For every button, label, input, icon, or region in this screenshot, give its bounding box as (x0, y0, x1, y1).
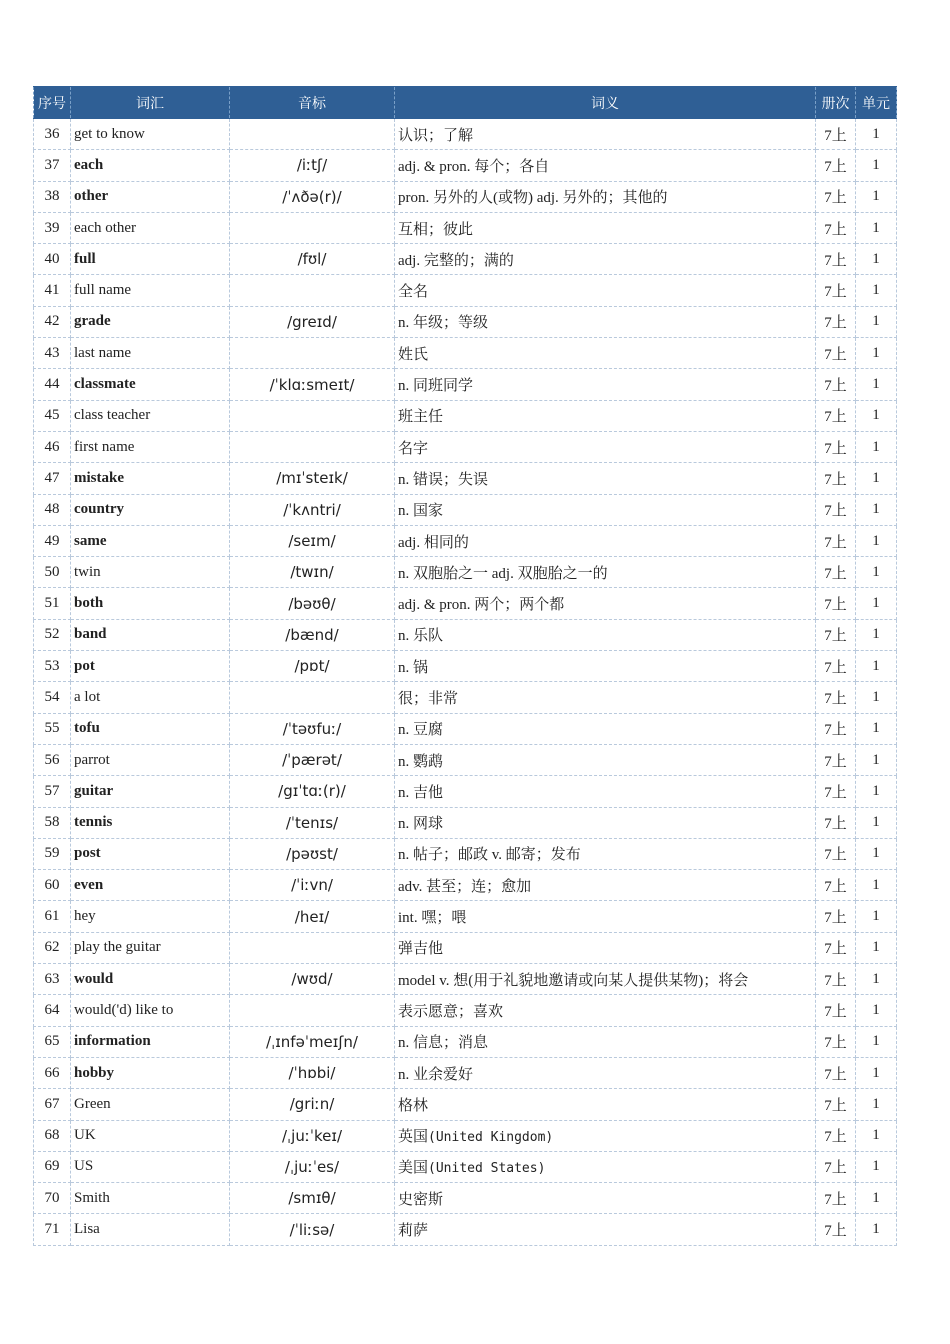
row-book: 7上 (816, 1026, 856, 1057)
row-unit: 1 (856, 275, 897, 306)
row-phonetic: /ˈkʌntri/ (230, 494, 395, 525)
row-phonetic (230, 400, 395, 431)
row-book: 7上 (816, 807, 856, 838)
row-book: 7上 (816, 181, 856, 212)
row-phonetic: /iːtʃ/ (230, 150, 395, 181)
row-word: would (71, 964, 230, 995)
row-word: Lisa (71, 1214, 230, 1245)
row-definition: adj. 完整的；满的 (395, 244, 816, 275)
row-word: classmate (71, 369, 230, 400)
row-word: parrot (71, 744, 230, 775)
row-unit: 1 (856, 244, 897, 275)
table-row (34, 1214, 897, 1245)
table-body (34, 119, 897, 1246)
table-row (34, 776, 897, 807)
table-row (34, 1151, 897, 1182)
row-unit: 1 (856, 870, 897, 901)
row-definition: n. 帖子；邮政 v. 邮寄；发布 (395, 838, 816, 869)
row-word: first name (71, 431, 230, 462)
table-row (34, 400, 897, 431)
row-phonetic: /ˈhɒbi/ (230, 1057, 395, 1088)
row-definition: adv. 甚至；连；愈加 (395, 870, 816, 901)
row-word: UK (71, 1120, 230, 1151)
row-book: 7上 (816, 431, 856, 462)
row-book: 7上 (816, 995, 856, 1026)
row-definition: int. 嘿；喂 (395, 901, 816, 932)
row-unit: 1 (856, 400, 897, 431)
row-phonetic: /ˌjuːˈkeɪ/ (230, 1120, 395, 1151)
row-book: 7上 (816, 776, 856, 807)
row-unit: 1 (856, 463, 897, 494)
row-unit: 1 (856, 901, 897, 932)
row-book: 7上 (816, 870, 856, 901)
table-row (34, 932, 897, 963)
table-row (34, 995, 897, 1026)
table-row (34, 619, 897, 650)
row-phonetic: /greɪd/ (230, 306, 395, 337)
row-unit: 1 (856, 713, 897, 744)
table-row (34, 212, 897, 243)
row-unit: 1 (856, 1026, 897, 1057)
row-phonetic: /ˌjuːˈes/ (230, 1151, 395, 1182)
table-row (34, 901, 897, 932)
row-number: 63 (34, 964, 71, 995)
table-row (34, 682, 897, 713)
row-word: would('d) like to (71, 995, 230, 1026)
row-unit: 1 (856, 995, 897, 1026)
row-number: 43 (34, 338, 71, 369)
row-phonetic: /bəʊθ/ (230, 588, 395, 619)
row-word: hobby (71, 1057, 230, 1088)
table-row (34, 150, 897, 181)
row-phonetic: /heɪ/ (230, 901, 395, 932)
row-number: 40 (34, 244, 71, 275)
row-unit: 1 (856, 1057, 897, 1088)
row-number: 54 (34, 682, 71, 713)
row-word: full (71, 244, 230, 275)
row-book: 7上 (816, 932, 856, 963)
row-definition: 莉萨 (395, 1214, 816, 1245)
table-row (34, 870, 897, 901)
row-definition: pron. 另外的人(或物) adj. 另外的；其他的 (395, 181, 816, 212)
row-number: 71 (34, 1214, 71, 1245)
row-definition: 姓氏 (395, 338, 816, 369)
row-book: 7上 (816, 525, 856, 556)
row-definition: adj. 相同的 (395, 525, 816, 556)
row-unit: 1 (856, 807, 897, 838)
row-unit: 1 (856, 964, 897, 995)
row-book: 7上 (816, 1183, 856, 1214)
row-word: US (71, 1151, 230, 1182)
row-definition: 史密斯 (395, 1183, 816, 1214)
row-phonetic: /ˈpærət/ (230, 744, 395, 775)
row-word: class teacher (71, 400, 230, 431)
row-book: 7上 (816, 588, 856, 619)
row-number: 41 (34, 275, 71, 306)
row-phonetic: /ˈtenɪs/ (230, 807, 395, 838)
header-definition: 词义 (395, 87, 816, 119)
row-phonetic: /smɪθ/ (230, 1183, 395, 1214)
header-row (34, 87, 897, 119)
row-definition: n. 国家 (395, 494, 816, 525)
row-word: play the guitar (71, 932, 230, 963)
row-number: 36 (34, 119, 71, 150)
row-definition: 全名 (395, 275, 816, 306)
row-unit: 1 (856, 619, 897, 650)
row-definition: n. 吉他 (395, 776, 816, 807)
row-phonetic: /ˈʌðə(r)/ (230, 181, 395, 212)
row-book: 7上 (816, 651, 856, 682)
row-unit: 1 (856, 1120, 897, 1151)
row-word: band (71, 619, 230, 650)
row-word: country (71, 494, 230, 525)
table-row (34, 275, 897, 306)
row-word: get to know (71, 119, 230, 150)
row-number: 67 (34, 1089, 71, 1120)
table-row (34, 964, 897, 995)
row-word: post (71, 838, 230, 869)
row-word: Smith (71, 1183, 230, 1214)
row-phonetic (230, 682, 395, 713)
row-book: 7上 (816, 901, 856, 932)
row-phonetic: /griːn/ (230, 1089, 395, 1120)
row-unit: 1 (856, 119, 897, 150)
row-book: 7上 (816, 400, 856, 431)
table-row (34, 463, 897, 494)
header-book: 册次 (816, 87, 856, 119)
row-definition: n. 同班同学 (395, 369, 816, 400)
row-phonetic: /ˈklɑːsmeɪt/ (230, 369, 395, 400)
row-word: grade (71, 306, 230, 337)
row-phonetic (230, 431, 395, 462)
row-phonetic: /seɪm/ (230, 525, 395, 556)
row-definition: n. 乐队 (395, 619, 816, 650)
row-definition: 班主任 (395, 400, 816, 431)
row-number: 64 (34, 995, 71, 1026)
row-book: 7上 (816, 744, 856, 775)
row-number: 70 (34, 1183, 71, 1214)
row-definition: n. 业余爱好 (395, 1057, 816, 1088)
row-book: 7上 (816, 1089, 856, 1120)
row-definition: n. 错误；失误 (395, 463, 816, 494)
row-unit: 1 (856, 744, 897, 775)
table-row (34, 306, 897, 337)
row-definition: n. 豆腐 (395, 713, 816, 744)
row-number: 58 (34, 807, 71, 838)
row-unit: 1 (856, 776, 897, 807)
row-unit: 1 (856, 1151, 897, 1182)
table-row (34, 338, 897, 369)
row-phonetic: /mɪˈsteɪk/ (230, 463, 395, 494)
row-definition: 表示愿意；喜欢 (395, 995, 816, 1026)
row-phonetic: /pɒt/ (230, 651, 395, 682)
row-number: 50 (34, 557, 71, 588)
row-word: tofu (71, 713, 230, 744)
row-definition: 很；非常 (395, 682, 816, 713)
header-word: 词汇 (71, 87, 230, 119)
row-unit: 1 (856, 431, 897, 462)
row-number: 57 (34, 776, 71, 807)
row-book: 7上 (816, 964, 856, 995)
row-unit: 1 (856, 651, 897, 682)
row-number: 48 (34, 494, 71, 525)
row-definition: 弹吉他 (395, 932, 816, 963)
table-row (34, 119, 897, 150)
row-word: each other (71, 212, 230, 243)
row-number: 69 (34, 1151, 71, 1182)
row-definition: adj. & pron. 每个；各自 (395, 150, 816, 181)
row-unit: 1 (856, 557, 897, 588)
row-definition: 英国(United Kingdom) (395, 1120, 816, 1151)
table-row (34, 1183, 897, 1214)
row-book: 7上 (816, 682, 856, 713)
definition-english-gloss: (United States) (428, 1161, 546, 1177)
row-unit: 1 (856, 1089, 897, 1120)
row-number: 45 (34, 400, 71, 431)
row-phonetic (230, 212, 395, 243)
row-book: 7上 (816, 244, 856, 275)
row-unit: 1 (856, 525, 897, 556)
row-phonetic: /fʊl/ (230, 244, 395, 275)
row-phonetic: /wʊd/ (230, 964, 395, 995)
row-word: guitar (71, 776, 230, 807)
row-word: each (71, 150, 230, 181)
row-definition: model v. 想(用于礼貌地邀请或向某人提供某物)；将会 (395, 964, 816, 995)
row-unit: 1 (856, 181, 897, 212)
row-book: 7上 (816, 1214, 856, 1245)
row-number: 38 (34, 181, 71, 212)
row-definition: n. 网球 (395, 807, 816, 838)
table-row (34, 1089, 897, 1120)
table-row (34, 651, 897, 682)
row-number: 39 (34, 212, 71, 243)
table-row (34, 1057, 897, 1088)
row-unit: 1 (856, 338, 897, 369)
row-definition: n. 信息；消息 (395, 1026, 816, 1057)
row-number: 53 (34, 651, 71, 682)
row-phonetic: /ˈtəʊfuː/ (230, 713, 395, 744)
row-word: same (71, 525, 230, 556)
row-phonetic: /ˈiːvn/ (230, 870, 395, 901)
table-row (34, 494, 897, 525)
row-unit: 1 (856, 369, 897, 400)
table-row (34, 369, 897, 400)
row-number: 44 (34, 369, 71, 400)
row-book: 7上 (816, 838, 856, 869)
table-row (34, 744, 897, 775)
row-book: 7上 (816, 212, 856, 243)
row-definition: n. 鹦鹉 (395, 744, 816, 775)
row-word: other (71, 181, 230, 212)
row-unit: 1 (856, 838, 897, 869)
row-word: a lot (71, 682, 230, 713)
row-book: 7上 (816, 150, 856, 181)
row-definition: adj. & pron. 两个；两个都 (395, 588, 816, 619)
row-phonetic (230, 995, 395, 1026)
row-unit: 1 (856, 212, 897, 243)
vocabulary-table (33, 86, 897, 1246)
row-unit: 1 (856, 588, 897, 619)
row-number: 56 (34, 744, 71, 775)
row-word: full name (71, 275, 230, 306)
row-number: 49 (34, 525, 71, 556)
row-book: 7上 (816, 619, 856, 650)
row-unit: 1 (856, 1183, 897, 1214)
header-ipa: 音标 (230, 87, 395, 119)
table-row (34, 244, 897, 275)
header-no: 序号 (34, 87, 71, 119)
row-definition: n. 锅 (395, 651, 816, 682)
row-word: information (71, 1026, 230, 1057)
table-row (34, 1120, 897, 1151)
row-unit: 1 (856, 682, 897, 713)
table-row (34, 181, 897, 212)
row-book: 7上 (816, 275, 856, 306)
row-book: 7上 (816, 1151, 856, 1182)
row-word: last name (71, 338, 230, 369)
row-unit: 1 (856, 1214, 897, 1245)
row-number: 60 (34, 870, 71, 901)
row-book: 7上 (816, 306, 856, 337)
row-phonetic: /pəʊst/ (230, 838, 395, 869)
row-number: 37 (34, 150, 71, 181)
row-book: 7上 (816, 1057, 856, 1088)
definition-english-gloss: (United Kingdom) (428, 1130, 554, 1146)
row-number: 42 (34, 306, 71, 337)
row-definition: n. 年级；等级 (395, 306, 816, 337)
row-word: Green (71, 1089, 230, 1120)
table-row (34, 588, 897, 619)
row-number: 52 (34, 619, 71, 650)
row-number: 55 (34, 713, 71, 744)
table-row (34, 431, 897, 462)
row-definition: 美国(United States) (395, 1151, 816, 1182)
row-number: 61 (34, 901, 71, 932)
table-row (34, 1026, 897, 1057)
row-definition: 认识；了解 (395, 119, 816, 150)
row-book: 7上 (816, 119, 856, 150)
row-phonetic: /twɪn/ (230, 557, 395, 588)
row-number: 65 (34, 1026, 71, 1057)
row-word: twin (71, 557, 230, 588)
row-definition: 格林 (395, 1089, 816, 1120)
table-row (34, 838, 897, 869)
row-word: hey (71, 901, 230, 932)
row-book: 7上 (816, 338, 856, 369)
row-definition: n. 双胞胎之一 adj. 双胞胎之一的 (395, 557, 816, 588)
row-unit: 1 (856, 932, 897, 963)
row-number: 59 (34, 838, 71, 869)
table-row (34, 807, 897, 838)
row-number: 62 (34, 932, 71, 963)
row-definition: 互相；彼此 (395, 212, 816, 243)
row-book: 7上 (816, 1120, 856, 1151)
row-book: 7上 (816, 369, 856, 400)
row-phonetic: /ˈliːsə/ (230, 1214, 395, 1245)
row-unit: 1 (856, 494, 897, 525)
row-phonetic: /bænd/ (230, 619, 395, 650)
row-phonetic: /gɪˈtɑː(r)/ (230, 776, 395, 807)
row-word: pot (71, 651, 230, 682)
row-number: 68 (34, 1120, 71, 1151)
row-number: 51 (34, 588, 71, 619)
row-phonetic (230, 275, 395, 306)
row-phonetic (230, 119, 395, 150)
row-number: 46 (34, 431, 71, 462)
row-phonetic (230, 338, 395, 369)
table-row (34, 713, 897, 744)
table-row (34, 557, 897, 588)
row-phonetic (230, 932, 395, 963)
row-book: 7上 (816, 557, 856, 588)
row-word: tennis (71, 807, 230, 838)
row-phonetic: /ˌɪnfəˈmeɪʃn/ (230, 1026, 395, 1057)
row-definition: 名字 (395, 431, 816, 462)
row-word: both (71, 588, 230, 619)
row-book: 7上 (816, 713, 856, 744)
row-unit: 1 (856, 306, 897, 337)
row-word: mistake (71, 463, 230, 494)
table-row (34, 525, 897, 556)
row-unit: 1 (856, 150, 897, 181)
row-book: 7上 (816, 463, 856, 494)
row-book: 7上 (816, 494, 856, 525)
row-word: even (71, 870, 230, 901)
row-number: 47 (34, 463, 71, 494)
row-number: 66 (34, 1057, 71, 1088)
header-unit: 单元 (856, 87, 897, 119)
